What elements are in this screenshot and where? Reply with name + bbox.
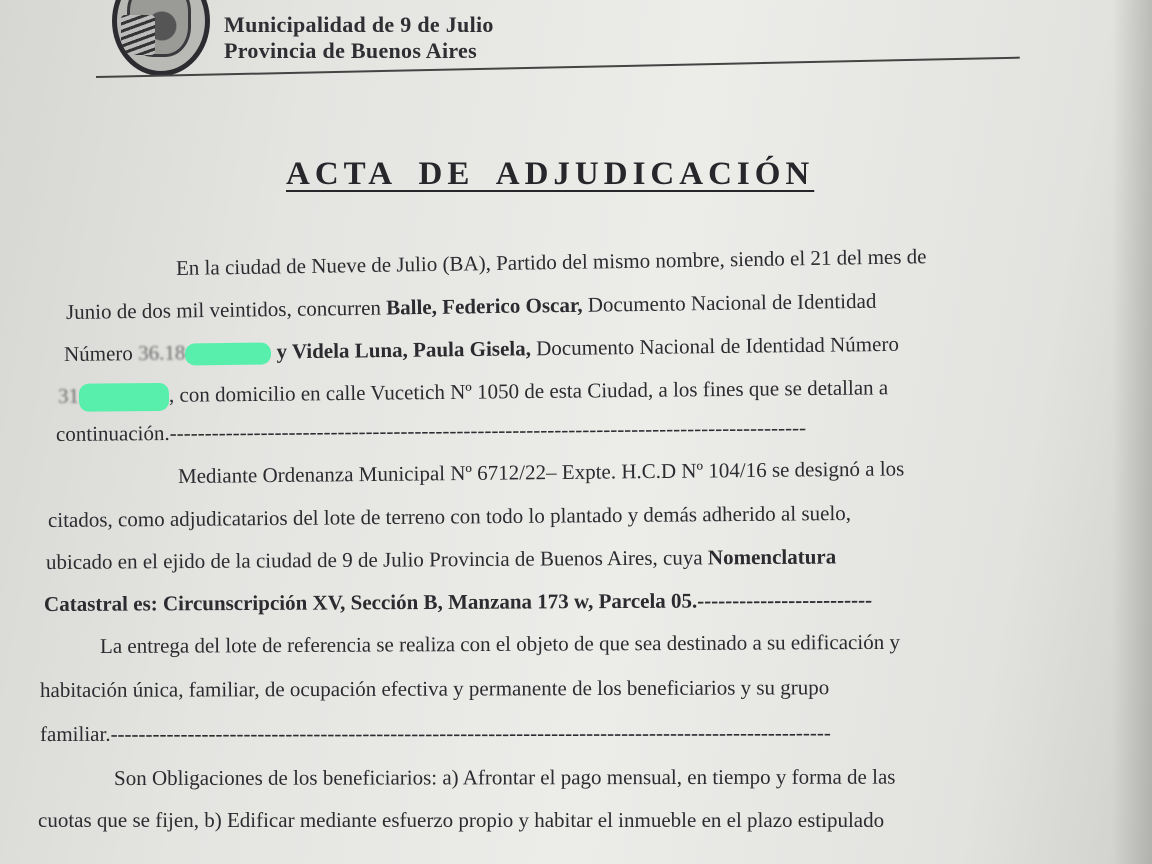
p1-line2: Junio de dos mil veintidos, concurren Balle, Federico Oscar, Documento Nacional de Identidad — [65, 288, 877, 324]
redaction-mark — [185, 343, 271, 366]
redaction-mark — [79, 383, 169, 412]
p3-line3: familiar.------------------------------------------------------------------------------------------------------- — [39, 720, 831, 746]
p2-line4: Catastral es: Circunscripción XV, Sección B, Manzana 173 w, Parcela 05.------------------------- — [43, 587, 873, 616]
redacted-dni-2: 31 — [57, 383, 80, 408]
p2-line3: ubicado en el ejido de la ciudad de 9 de Julio Provincia de Buenos Aires, cuya Nomenclatura — [45, 544, 837, 574]
header-province: Provincia de Buenos Aires — [224, 38, 477, 63]
p4-line1: Son Obligaciones de los beneficiarios: a) Afrontar el pago mensual, en tiempo y forma de las — [113, 764, 896, 790]
p4-line2: cuotas que se fijen, b) Edificar mediante esfuerzo propio y habitar el inmueble en el plazo estipulado — [38, 808, 885, 832]
p1-line1: En la ciudad de Nueve de Julio (BA), Partido del mismo nombre, siendo el 21 del mes de — [175, 244, 927, 280]
p2-line2: citados, como adjudicatarios del lote de terreno con todo lo plantado y demás adherido al suelo, — [47, 500, 852, 532]
page-edge-shadow — [1112, 0, 1152, 864]
redacted-dni-1: 36.18 — [137, 340, 186, 366]
p2-line1: Mediante Ordenanza Municipal Nº 6712/22– Expte. H.C.D Nº 104/16 se designó a los — [177, 456, 905, 488]
p1-line5: continuación.------------------------------------------------------------------------------------------- — [55, 415, 807, 446]
document-title: ACTA DE ADJUDICACIÓN — [286, 156, 815, 192]
header-municipality: Municipalidad de 9 de Julio — [224, 12, 494, 37]
p1-line4: 31 , con domicilio en calle Vucetich Nº 1050 de esta Ciudad, a los fines que se detallan a — [58, 375, 888, 412]
p3-line2: habitación única, familiar, de ocupación efectiva y permanente de los beneficiarios y su grupo — [39, 675, 830, 702]
p3-line1: La entrega del lote de referencia se realiza con el objeto de que sea destinado a su edificación y — [99, 629, 901, 658]
p1-line3: Número 36.18 y Videla Luna, Paula Gisela, Documento Nacional de Identidad Número — [63, 331, 900, 366]
